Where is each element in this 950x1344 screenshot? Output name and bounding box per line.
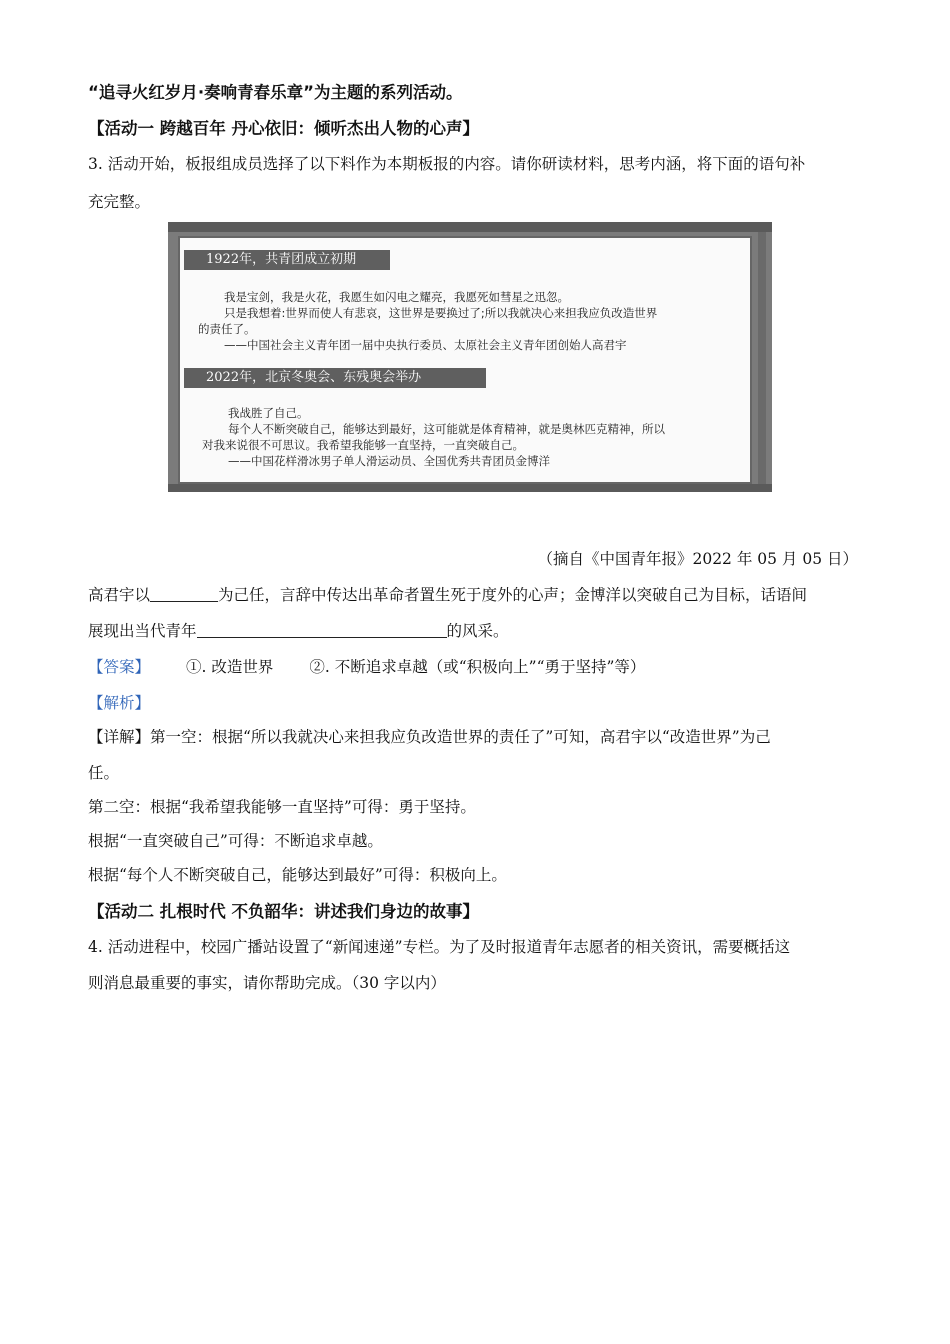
board-surface [178,236,752,484]
activity2-title: 【活动二 扎根时代 不负韶华：讲述我们身边的故事】 [88,902,479,921]
board-bottom-frame [168,484,772,492]
fill-line2-b: 的风采。 [446,622,509,640]
q3-line1: 3. 活动开始，板报组成员选择了以下料作为本期板报的内容。请你研读材料，思考内涵，将下面的语句补 [88,155,806,173]
source-citation: （摘自《中国青年报》2022 年 05 月 05 日） [537,550,858,568]
board-quote2-line1: 我战胜了自己。 [228,406,309,420]
board-right-frame [758,232,766,484]
intro-line: “追寻火红岁月·奏响青春乐章”为主题的系列活动。 [88,83,463,102]
answer-2: ②. 不断追求卓越（或“积极向上”“勇于坚持”等） [309,658,646,676]
answer-label: 【答案】 [88,658,151,676]
q4-line2: 则消息最重要的事实，请你帮助完成。（30 字以内） [88,974,446,992]
detail-line3: 第二空：根据“我希望我能够一直坚持”可得：勇于坚持。 [88,798,476,816]
board-quote1-line3: 的责任了。 [198,322,256,336]
board-tag-2022: 2022年，北京冬奥会、东残奥会举办 [184,368,486,388]
answer-1: ①. 改造世界 [186,658,274,676]
fill-line2 [88,613,509,649]
board-quote1-line1: 我是宝剑，我是火花，我愿生如闪电之耀亮，我愿死如彗星之迅忽。 [224,290,569,304]
board-quote1-line2: 只是我想着:世界而使人有悲哀，这世界是要换过了;所以我就决心来担我应负改造世界 [224,306,658,320]
board-quote1-line4: ——中国社会主义青年团一届中央执行委员、太原社会主义青年团创始人高君宇 [224,338,627,352]
board-tag-1922: 1922年，共青团成立初期 [184,250,390,270]
board-quote2-line4: ——中国花样滑冰男子单人滑运动员、全国优秀共青团员金博洋 [228,454,550,468]
board-quote2-line3: 对我来说很不可思议。我希望我能够一直坚持，一直突破自己。 [202,438,524,452]
fill-line1-b: 为己任，言辞中传达出革命者置生死于度外的心声；金博洋以突破自己为目标，话语间 [218,586,808,604]
fill-line1-a: 高君宇以 [88,586,151,604]
blank-1[interactable] [150,583,218,602]
blank-2[interactable] [197,619,447,638]
q3-line2: 充完整。 [88,193,151,211]
detail-line5: 根据“每个人不断突破自己，能够达到最好”可得：积极向上。 [88,866,507,884]
board-quote2-line2: 每个人不断突破自己，能够达到最好，这可能就是体育精神，就是奥林匹克精神，所以 [228,422,665,436]
fill-line1 [88,577,807,613]
activity1-title: 【活动一 跨越百年 丹心依旧：倾听杰出人物的心声】 [88,119,479,138]
detail-line4: 根据“一直突破自己”可得：不断追求卓越。 [88,832,383,850]
detail-line1: 【详解】第一空：根据“所以我就决心来担我应负改造世界的责任了”可知，高君宇以“改造世界”为己 [88,728,771,746]
q4-line1: 4. 活动进程中，校园广播站设置了“新闻速递”专栏。为了及时报道青年志愿者的相关资讯，需要概括这 [88,938,791,956]
detail-line2: 任。 [88,764,120,782]
board-top-frame [168,222,772,232]
blackboard-image [168,222,772,492]
analysis-label: 【解析】 [88,694,151,712]
fill-line2-a: 展现出当代青年 [88,622,197,640]
answer-line [88,649,645,685]
